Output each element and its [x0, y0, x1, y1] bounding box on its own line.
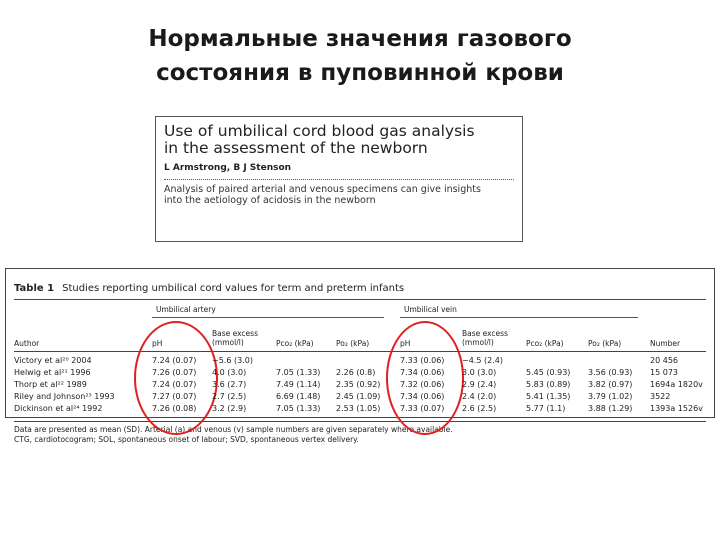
table-cell-be-v: 3.0 (3.0) — [462, 368, 497, 377]
article-abstract-line2: into the aetiology of acidosis in the newborn — [164, 195, 376, 206]
table-label: Table 1 — [14, 283, 55, 294]
header-ph-artery: pH — [152, 339, 163, 348]
table-cell-author: Dickinson et al²⁴ 1992 — [14, 404, 103, 413]
table-cell-ph-v: 7.33 (0.07) — [400, 404, 445, 413]
table-cell-po2-a: 2.26 (0.8) — [336, 368, 376, 377]
group-artery-rule — [152, 317, 384, 318]
header-po2-vein: Po₂ (kPa) — [588, 339, 622, 348]
header-base-excess-artery — [212, 329, 258, 347]
table-cell-ph-v: 7.34 (0.06) — [400, 392, 445, 401]
table-cell-pco2-v: 5.77 (1.1) — [526, 404, 566, 413]
table-cell-ph-a: 7.27 (0.07) — [152, 392, 197, 401]
table-cell-number: 20 456 — [650, 356, 678, 365]
slide-title — [0, 22, 720, 90]
article-title — [164, 123, 514, 157]
highlight-ring-vein-ph — [386, 321, 464, 435]
group-umbilical-vein: Umbilical vein — [404, 305, 457, 314]
table-cell-pco2-v: 5.45 (0.93) — [526, 368, 571, 377]
table-cell-ph-v: 7.33 (0.06) — [400, 356, 445, 365]
table-cell-number: 1393a 1526v — [650, 404, 703, 413]
header-be-a-line1: Base excess — [212, 329, 258, 338]
table-cell-be-v: 2.6 (2.5) — [462, 404, 497, 413]
table-cell-be-a: 4.0 (3.0) — [212, 368, 247, 377]
table-cell-pco2-a: 7.05 (1.33) — [276, 368, 321, 377]
header-be-a-line2: (mmol/l) — [212, 338, 244, 347]
table-cell-ph-v: 7.34 (0.06) — [400, 368, 445, 377]
table-cell-po2-v: 3.56 (0.93) — [588, 368, 633, 377]
article-header-image — [155, 116, 523, 242]
table-cell-po2-v: 3.79 (1.02) — [588, 392, 633, 401]
table-cell-ph-a: 7.24 (0.07) — [152, 380, 197, 389]
table-cell-pco2-a: 6.69 (1.48) — [276, 392, 321, 401]
table-cell-number: 15 073 — [650, 368, 678, 377]
header-ph-vein: pH — [400, 339, 411, 348]
table-cell-pco2-a: 7.49 (1.14) — [276, 380, 321, 389]
table-caption-text: Studies reporting umbilical cord values for term and preterm infants — [62, 283, 405, 294]
header-be-v-line2: (mmol/l) — [462, 338, 494, 347]
slide-title-line2: состояния в пуповинной крови — [156, 60, 564, 86]
article-title-line2: in the assessment of the newborn — [164, 139, 428, 157]
table-bottom-rule — [14, 421, 706, 422]
table-cell-be-v: −4.5 (2.4) — [462, 356, 503, 365]
slide-title-line1: Нормальные значения газового — [148, 26, 572, 52]
table-cell-author: Thorp et al²² 1989 — [14, 380, 87, 389]
table-cell-number: 3522 — [650, 392, 671, 401]
article-abstract — [164, 184, 514, 206]
table-cell-ph-a: 7.24 (0.07) — [152, 356, 197, 365]
table-top-rule — [14, 299, 706, 300]
table-cell-ph-a: 7.26 (0.07) — [152, 368, 197, 377]
table-cell-po2-a: 2.53 (1.05) — [336, 404, 381, 413]
table-cell-po2-a: 2.45 (1.09) — [336, 392, 381, 401]
header-be-v-line1: Base excess — [462, 329, 508, 338]
table-note-1: Data are presented as mean (SD). Arterial (a) and venous (v) sample numbers are given separately where available. — [14, 425, 453, 434]
header-pco2-artery: Pco₂ (kPa) — [276, 339, 314, 348]
article-authors: L Armstrong, B J Stenson — [164, 163, 292, 173]
table-header-rule — [14, 351, 706, 352]
table-cell-author: Helwig et al²¹ 1996 — [14, 368, 91, 377]
table-cell-po2-v: 3.88 (1.29) — [588, 404, 633, 413]
table-cell-number: 1694a 1820v — [650, 380, 703, 389]
table-cell-be-a: 3.2 (2.9) — [212, 404, 247, 413]
table-cell-ph-v: 7.32 (0.06) — [400, 380, 445, 389]
header-po2-artery: Po₂ (kPa) — [336, 339, 370, 348]
table-note-2: CTG, cardiotocogram; SOL, spontaneous onset of labour; SVD, spontaneous vertex delivery. — [14, 435, 359, 444]
table-cell-author: Riley and Johnson²³ 1993 — [14, 392, 115, 401]
article-divider — [164, 179, 514, 180]
group-vein-rule — [400, 317, 638, 318]
table-cell-be-a: −5.6 (3.0) — [212, 356, 253, 365]
table-cell-be-v: 2.9 (2.4) — [462, 380, 497, 389]
table-cell-be-v: 2.4 (2.0) — [462, 392, 497, 401]
article-abstract-line1: Analysis of paired arterial and venous specimens can give insights — [164, 184, 481, 195]
header-base-excess-vein — [462, 329, 508, 347]
table-cell-po2-a: 2.35 (0.92) — [336, 380, 381, 389]
highlight-ring-artery-ph — [134, 321, 218, 435]
studies-table — [5, 268, 715, 444]
table-cell-be-a: 3.6 (2.7) — [212, 380, 247, 389]
table-cell-po2-v: 3.82 (0.97) — [588, 380, 633, 389]
table-caption — [14, 283, 404, 294]
header-pco2-vein: Pco₂ (kPa) — [526, 339, 564, 348]
table-cell-ph-a: 7.26 (0.08) — [152, 404, 197, 413]
table-cell-pco2-v: 5.41 (1.35) — [526, 392, 571, 401]
table-cell-author: Victory et al²⁰ 2004 — [14, 356, 92, 365]
article-title-line1: Use of umbilical cord blood gas analysis — [164, 122, 475, 140]
group-umbilical-artery: Umbilical artery — [156, 305, 216, 314]
table-cell-pco2-v: 5.83 (0.89) — [526, 380, 571, 389]
table-cell-pco2-a: 7.05 (1.33) — [276, 404, 321, 413]
header-number: Number — [650, 339, 681, 348]
table-cell-be-a: 2.7 (2.5) — [212, 392, 247, 401]
header-author: Author — [14, 339, 40, 348]
